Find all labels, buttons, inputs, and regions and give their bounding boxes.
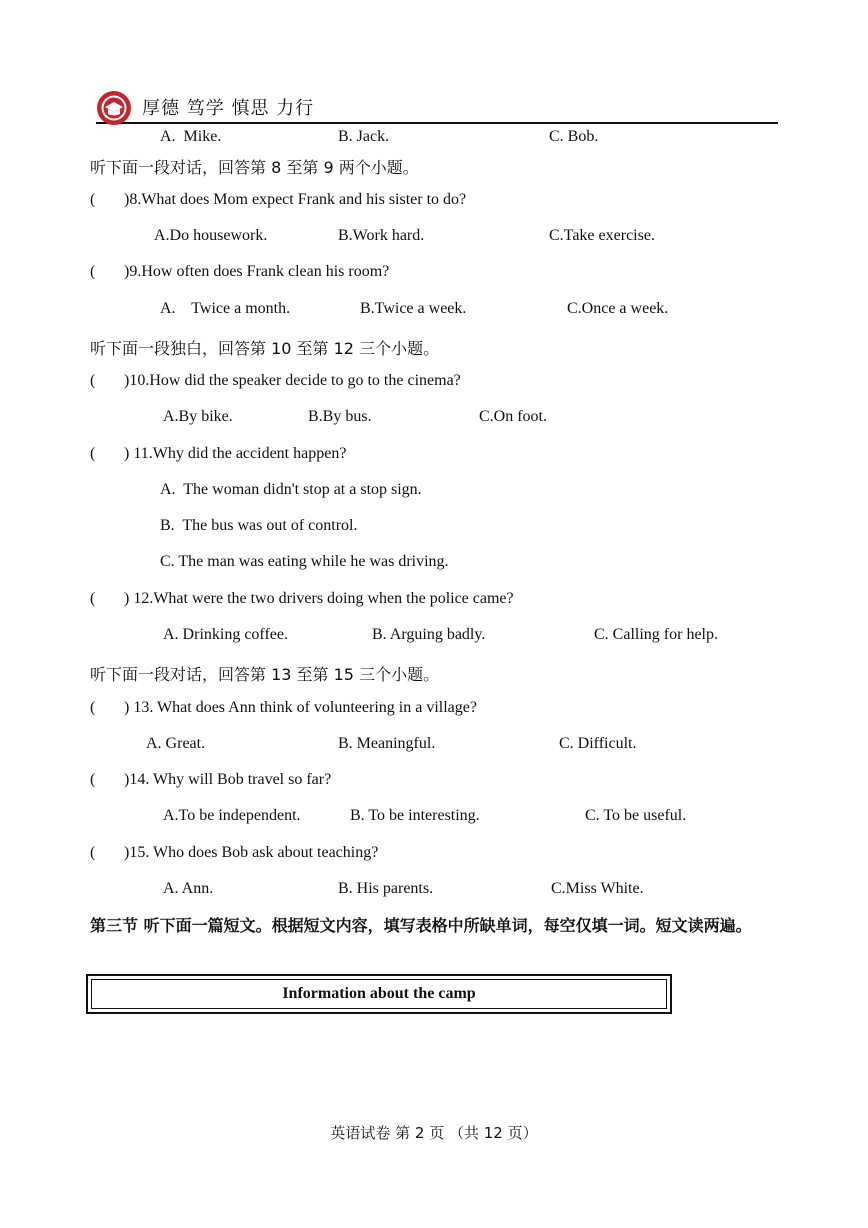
instruction-q13-q15: 听下面一段对话，回答第 13 至第 15 三个小题。 xyxy=(90,665,440,684)
q8-option-c: C.Take exercise. xyxy=(549,227,655,244)
question-13: ) 13. What does Ann think of volunteering in a village? xyxy=(124,699,477,716)
answer-blank-open: ( xyxy=(90,445,96,462)
q10-option-a: A.By bike. xyxy=(163,408,233,425)
answer-blank-open: ( xyxy=(90,590,96,607)
instruction-q10-q12: 听下面一段独白，回答第 10 至第 12 三个小题。 xyxy=(90,339,440,358)
q10-option-c: C.On foot. xyxy=(479,408,547,425)
q9-option-c: C.Once a week. xyxy=(567,300,669,317)
q10-option-b: B.By bus. xyxy=(308,408,372,425)
q13-option-c: C. Difficult. xyxy=(559,735,637,752)
answer-blank-open: ( xyxy=(90,263,96,280)
q8-option-a: A.Do housework. xyxy=(154,227,268,244)
q15-option-c: C.Miss White. xyxy=(551,880,644,897)
answer-blank-open: ( xyxy=(90,699,96,716)
q15-option-b: B. His parents. xyxy=(338,880,434,897)
answer-blank-open: ( xyxy=(90,191,96,208)
question-8: )8.What does Mom expect Frank and his sister to do? xyxy=(124,191,467,208)
question-14: )14. Why will Bob travel so far? xyxy=(124,771,332,788)
q12-option-b: B. Arguing badly. xyxy=(372,626,486,643)
q11-option-c: C. The man was eating while he was driving. xyxy=(160,553,449,570)
q12-option-a: A. Drinking coffee. xyxy=(163,626,288,643)
question-11: ) 11.Why did the accident happen? xyxy=(124,445,347,462)
page-header xyxy=(96,90,778,124)
q9-option-b: B.Twice a week. xyxy=(360,300,467,317)
q14-option-b: B. To be interesting. xyxy=(350,807,480,824)
q13-option-a: A. Great. xyxy=(146,735,206,752)
instruction-q8-q9: 听下面一段对话，回答第 8 至第 9 两个小题。 xyxy=(90,158,419,177)
camp-info-table-header xyxy=(86,974,672,1014)
section-3-instruction: 第三节 听下面一篇短文。根据短文内容，填写表格中所缺单词，每空仅填一词。短文读两遍。 xyxy=(90,916,752,935)
q12-option-c: C. Calling for help. xyxy=(594,626,718,643)
q13-option-b: B. Meaningful. xyxy=(338,735,436,752)
answer-blank-open: ( xyxy=(90,372,96,389)
question-12: ) 12.What were the two drivers doing when the police came? xyxy=(124,590,514,607)
school-motto: 厚德 笃学 慎思 力行 xyxy=(142,98,315,119)
page-footer: 英语试卷 第 2 页 （共 12 页） xyxy=(330,1124,538,1142)
question-15: )15. Who does Bob ask about teaching? xyxy=(124,844,379,861)
q11-option-a: A. The woman didn't stop at a stop sign. xyxy=(160,481,422,498)
option-a: A. Mike. xyxy=(160,128,222,145)
q11-option-b: B. The bus was out of control. xyxy=(160,517,358,534)
question-9: )9.How often does Frank clean his room? xyxy=(124,263,390,280)
q8-option-b: B.Work hard. xyxy=(338,227,425,244)
q9-option-a: A. Twice a month. xyxy=(160,300,291,317)
option-c: C. Bob. xyxy=(549,128,599,145)
school-logo-icon xyxy=(96,90,132,126)
camp-info-title: Information about the camp xyxy=(91,979,667,1009)
option-b: B. Jack. xyxy=(338,128,390,145)
q15-option-a: A. Ann. xyxy=(163,880,214,897)
answer-blank-open: ( xyxy=(90,771,96,788)
answer-blank-open: ( xyxy=(90,844,96,861)
question-10: )10.How did the speaker decide to go to the cinema? xyxy=(124,372,461,389)
q14-option-c: C. To be useful. xyxy=(585,807,687,824)
q14-option-a: A.To be independent. xyxy=(163,807,301,824)
